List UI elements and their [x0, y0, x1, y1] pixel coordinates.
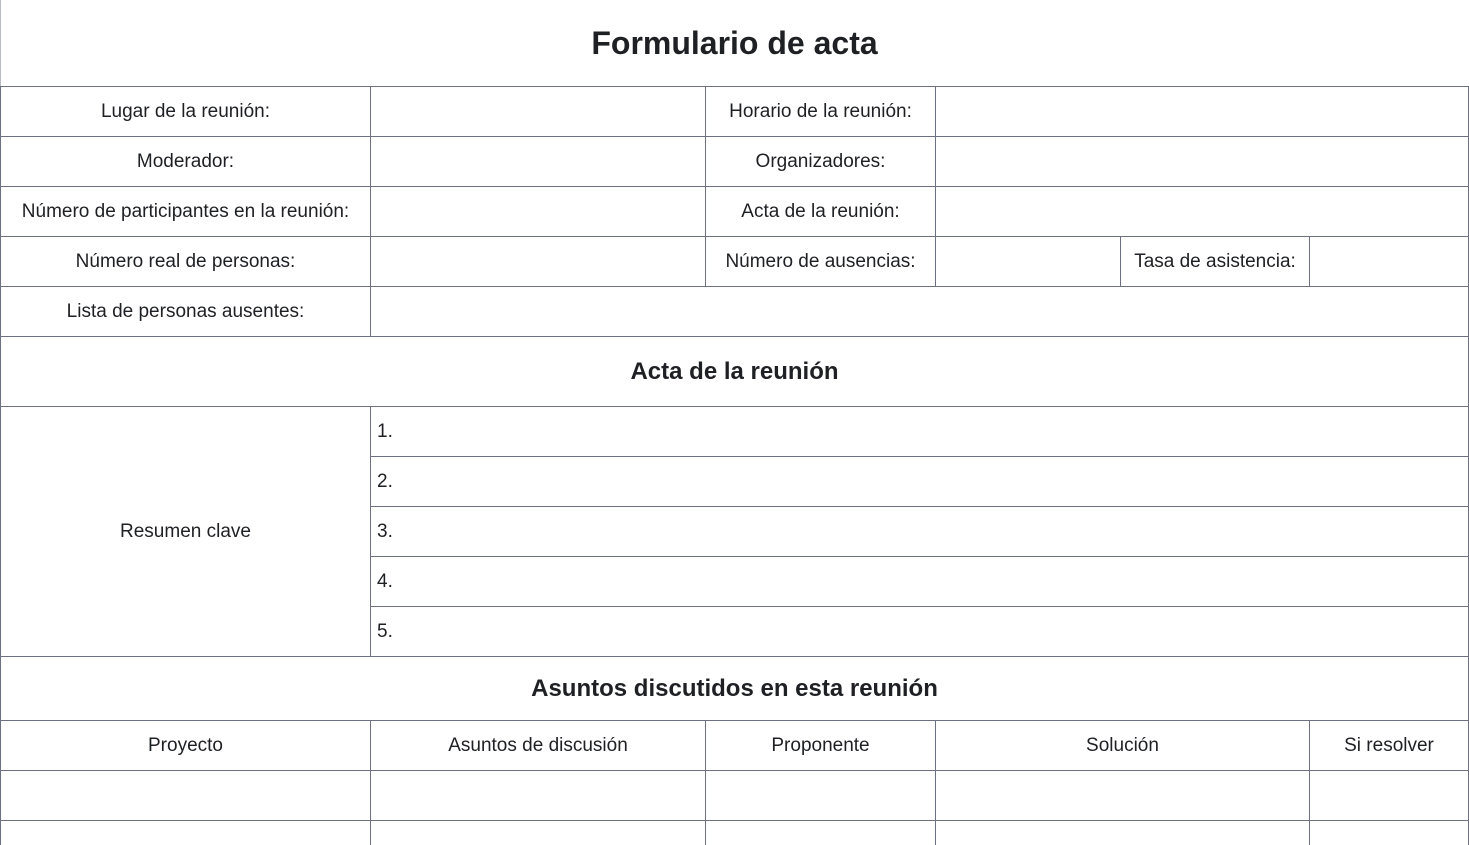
ausentes-label: Lista de personas ausentes:	[0, 286, 371, 337]
acta-section-heading: Acta de la reunión	[0, 336, 1469, 407]
col-header-proyecto: Proyecto	[0, 720, 371, 771]
lugar-field[interactable]	[370, 86, 706, 137]
tasa-field[interactable]	[1309, 236, 1469, 287]
table-cell[interactable]	[1309, 820, 1469, 845]
tasa-label: Tasa de asistencia:	[1120, 236, 1310, 287]
col-header-solucion: Solución	[935, 720, 1310, 771]
table-cell[interactable]	[1309, 770, 1469, 821]
resumen-item-5[interactable]: 5.	[370, 606, 1469, 657]
resumen-item-4[interactable]: 4.	[370, 556, 1469, 607]
resumen-item-2[interactable]: 2.	[370, 456, 1469, 507]
table-cell[interactable]	[705, 770, 936, 821]
table-cell[interactable]	[0, 820, 371, 845]
participantes-field[interactable]	[370, 186, 706, 237]
table-cell[interactable]	[370, 820, 706, 845]
asuntos-section-heading: Asuntos discutidos en esta reunión	[0, 656, 1469, 721]
acta-field[interactable]	[935, 186, 1469, 237]
lugar-label: Lugar de la reunión:	[0, 86, 371, 137]
ausentes-field[interactable]	[370, 286, 1469, 337]
moderador-label: Moderador:	[0, 136, 371, 187]
horario-label: Horario de la reunión:	[705, 86, 936, 137]
real-field[interactable]	[370, 236, 706, 287]
table-cell[interactable]	[705, 820, 936, 845]
resumen-item-1[interactable]: 1.	[370, 406, 1469, 457]
resumen-label: Resumen clave	[0, 406, 371, 657]
organizadores-label: Organizadores:	[705, 136, 936, 187]
ausencias-label: Número de ausencias:	[705, 236, 936, 287]
table-cell[interactable]	[935, 820, 1310, 845]
real-label: Número real de personas:	[0, 236, 371, 287]
horario-field[interactable]	[935, 86, 1469, 137]
resumen-item-3[interactable]: 3.	[370, 506, 1469, 557]
participantes-label: Número de participantes en la reunión:	[0, 186, 371, 237]
table-cell[interactable]	[0, 770, 371, 821]
col-header-asuntos: Asuntos de discusión	[370, 720, 706, 771]
organizadores-field[interactable]	[935, 136, 1469, 187]
form-title: Formulario de acta	[0, 0, 1468, 86]
col-header-si-resolver: Si resolver	[1309, 720, 1469, 771]
ausencias-field[interactable]	[935, 236, 1121, 287]
table-cell[interactable]	[935, 770, 1310, 821]
acta-label: Acta de la reunión:	[705, 186, 936, 237]
table-cell[interactable]	[370, 770, 706, 821]
moderador-field[interactable]	[370, 136, 706, 187]
col-header-proponente: Proponente	[705, 720, 936, 771]
